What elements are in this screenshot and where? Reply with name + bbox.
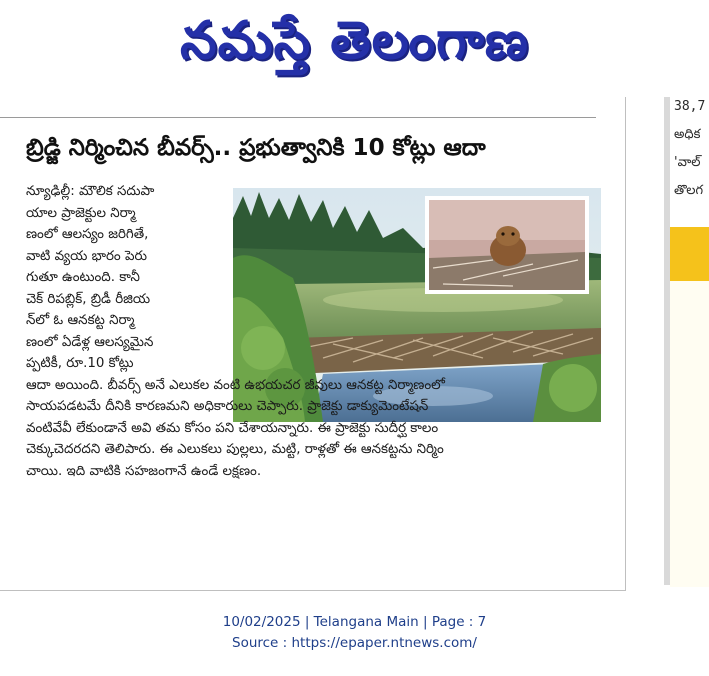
newspaper-logo: నమస్తే తెలంగాణ	[180, 11, 529, 71]
adjacent-column-line: తొలగ	[674, 183, 704, 198]
article-headline: బ్రిడ్జి నిర్మించిన బీవర్స్.. ప్రభుత్వానికి 10 కోట్లు ఆదా	[26, 135, 486, 161]
article-body	[26, 181, 445, 482]
yellow-banner-block	[670, 227, 709, 281]
body-line: గుతూ ఉంటుంది. కానీ	[26, 270, 140, 285]
article-top-rule	[0, 117, 596, 118]
article	[0, 97, 626, 591]
body-line: చెక్కుచెదరదని తెలిపారు. ఈ ఎలుకలు పుల్లలు, మట్టి, రాళ్లతో ఈ ఆనకట్టను నిర్మిం	[26, 442, 444, 457]
edition-info: 10/02/2025 | Telangana Main | Page : 7	[222, 614, 487, 630]
body-line: యాల ప్రాజెక్టుల నిర్మా	[26, 205, 136, 221]
adjacent-column-line: అధిక	[674, 127, 701, 142]
page-footer	[0, 612, 709, 654]
masthead	[0, 0, 709, 90]
body-line: వాటి వ్యయ భారం పెరు	[26, 248, 148, 264]
cream-content-block	[670, 281, 709, 587]
adjacent-column-line: 'వాల్	[674, 155, 701, 170]
source-link[interactable]: Source : https://epaper.ntnews.com/	[232, 635, 477, 651]
body-line: న్యూఢిల్లీ: మౌలిక సదుపా	[26, 184, 155, 199]
body-line: ణంలో ఏడేళ్ల ఆలస్యమైన	[26, 334, 154, 350]
body-line: ణంలో ఆలస్యం జరిగితే,	[26, 227, 149, 242]
adjacent-column-line: 38,7	[674, 99, 706, 114]
body-line: ప్పటికీ, రూ.10 కోట్లు	[26, 356, 134, 371]
body-line: సాయపడటమే దీనికి కారణమని అధికారులు చెప్పారు. ప్రాజెక్టు డాక్యుమెంటేషన్	[26, 399, 429, 414]
body-line: చాయి. ఇది వాటికి సహజంగానే ఉండే లక్షణం.	[26, 463, 262, 479]
body-line: న్‌లో ఓ ఆనకట్ట నిర్మా	[26, 313, 135, 328]
body-line: చెక్ రిపబ్లిక్, బ్రిడీ రీజియ	[26, 291, 151, 307]
body-line: వంటివేవీ లేకుండానే అవి తమ కోసం పని చేశాయన్నారు. ఈ ప్రాజెక్టు సుదీర్ఘ కాలం	[26, 420, 439, 436]
body-line: ఆదా అయింది. బీవర్స్ అనే ఎలుకల వంటి ఉభయచర జీవులు ఆనకట్ట నిర్మాణంలో	[26, 377, 445, 393]
adjacent-column	[660, 97, 709, 591]
